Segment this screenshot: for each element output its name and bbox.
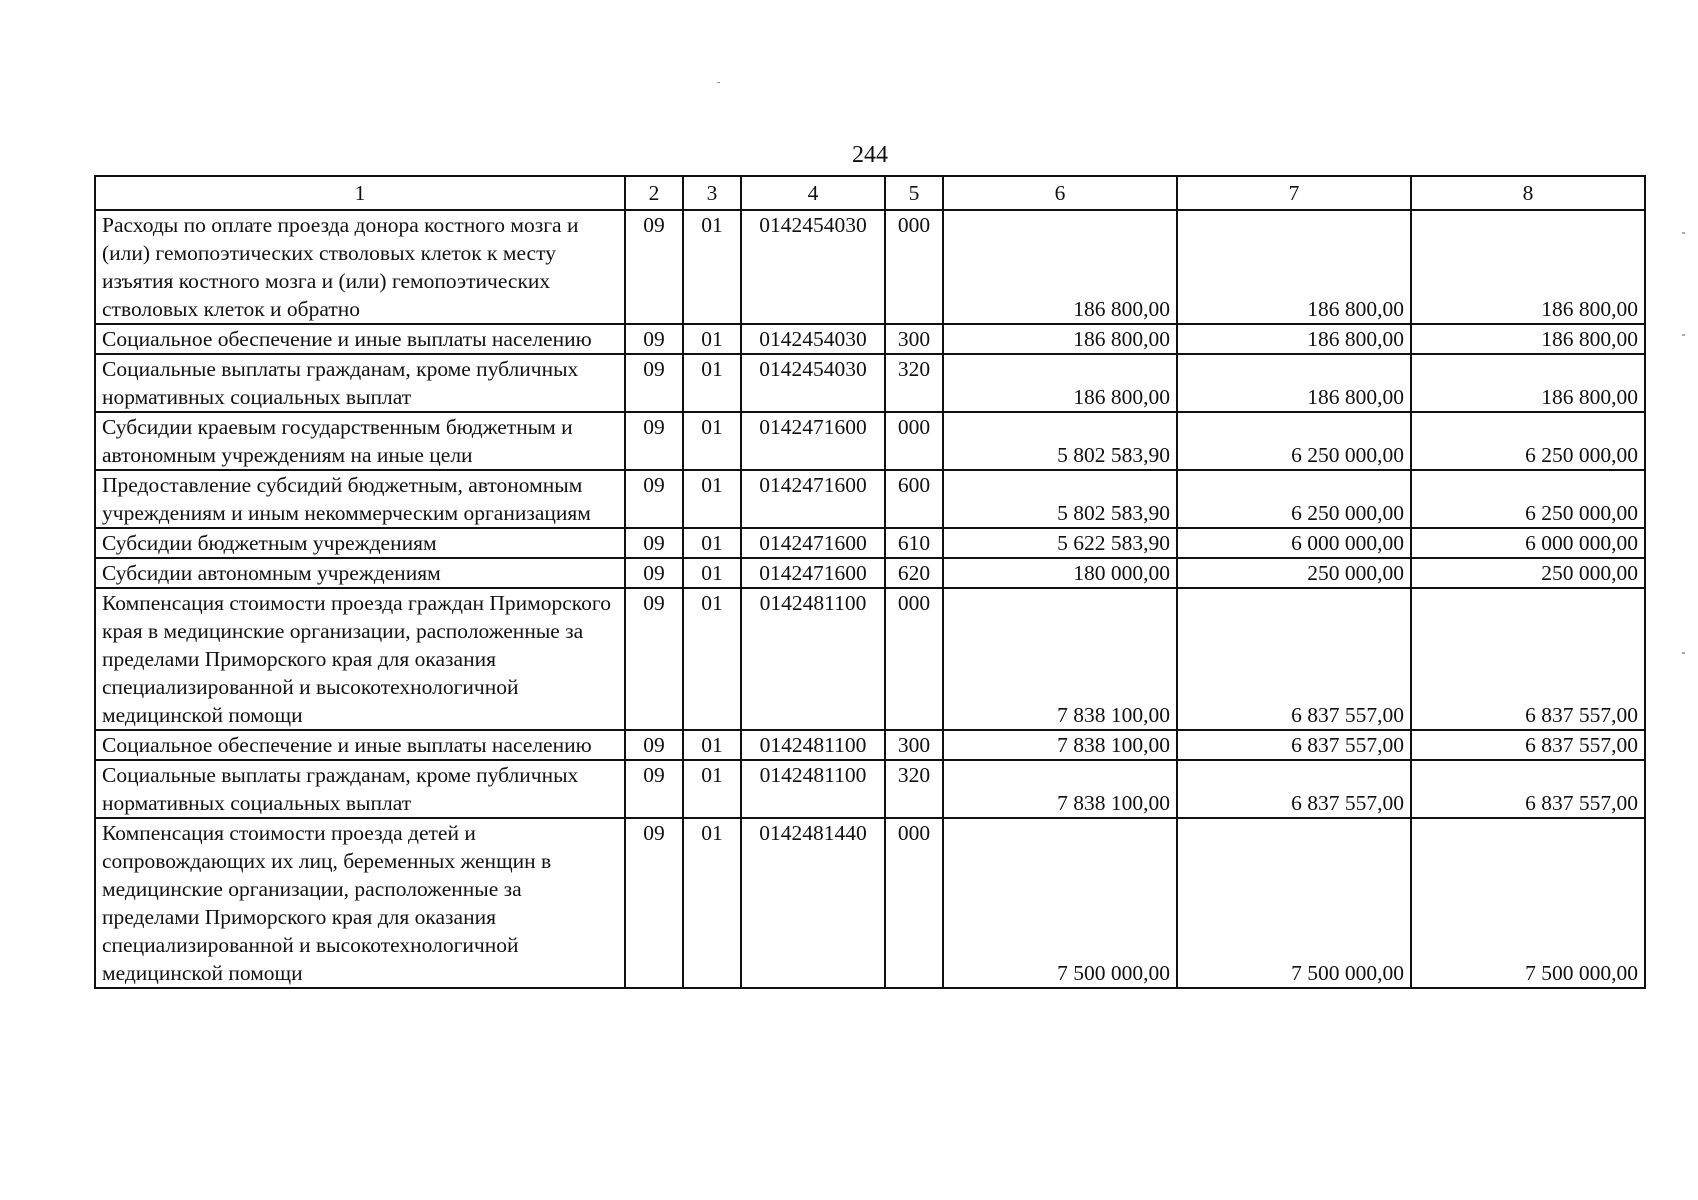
header-cell-amount-7: 7 bbox=[1177, 176, 1411, 210]
row-code-cell: 0142454030 bbox=[741, 324, 885, 354]
row-code-cell: 0142481440 bbox=[741, 818, 885, 988]
row-subsection-cell: 01 bbox=[683, 558, 741, 588]
row-amount-7-cell: 186 800,00 bbox=[1177, 324, 1411, 354]
row-name-cell: Субсидии бюджетным учреждениям bbox=[95, 528, 625, 558]
row-amount-7-cell: 186 800,00 bbox=[1177, 354, 1411, 412]
row-code-cell: 0142454030 bbox=[741, 354, 885, 412]
row-type-cell: 320 bbox=[885, 760, 943, 818]
row-name-cell: Предоставление субсидий бюджетным, автономным учреждениям и иным некоммерческим организациям bbox=[95, 470, 625, 528]
row-amount-6-cell: 7 838 100,00 bbox=[943, 760, 1177, 818]
row-type-cell: 000 bbox=[885, 818, 943, 988]
row-amount-7-cell: 6 837 557,00 bbox=[1177, 760, 1411, 818]
row-name-cell: Социальное обеспечение и иные выплаты населению bbox=[95, 324, 625, 354]
row-amount-8-cell: 6 837 557,00 bbox=[1411, 730, 1645, 760]
row-subsection-cell: 01 bbox=[683, 210, 741, 324]
row-amount-8-cell: 6 837 557,00 bbox=[1411, 760, 1645, 818]
row-section-cell: 09 bbox=[625, 354, 683, 412]
row-section-cell: 09 bbox=[625, 324, 683, 354]
row-section-cell: 09 bbox=[625, 818, 683, 988]
row-type-cell: 300 bbox=[885, 730, 943, 760]
row-subsection-cell: 01 bbox=[683, 324, 741, 354]
row-type-cell: 320 bbox=[885, 354, 943, 412]
row-amount-6-cell: 7 838 100,00 bbox=[943, 588, 1177, 730]
row-amount-7-cell: 6 250 000,00 bbox=[1177, 412, 1411, 470]
row-code-cell: 0142481100 bbox=[741, 760, 885, 818]
row-amount-8-cell: 6 837 557,00 bbox=[1411, 588, 1645, 730]
row-name-cell: Субсидии краевым государственным бюджетным и автономным учреждениям на иные цели bbox=[95, 412, 625, 470]
row-code-cell: 0142471600 bbox=[741, 558, 885, 588]
row-type-cell: 000 bbox=[885, 412, 943, 470]
row-name-cell: Расходы по оплате проезда донора костного мозга и (или) гемопоэтических стволовых клеток к месту изъятия костного мозга и (или) гемопоэтических стволовых клеток и обратно bbox=[95, 210, 625, 324]
table-row bbox=[95, 412, 1645, 470]
header-cell-subsection: 3 bbox=[683, 176, 741, 210]
table-row bbox=[95, 528, 1645, 558]
row-subsection-cell: 01 bbox=[683, 412, 741, 470]
row-type-cell: 000 bbox=[885, 210, 943, 324]
page-number: 244 bbox=[852, 142, 888, 168]
row-name-cell: Компенсация стоимости проезда детей и сопровождающих их лиц, беременных женщин в медицинские организации, расположенные за пределами Приморского края для оказания специализированной и высокотехнологичной медицинской помощи bbox=[95, 818, 625, 988]
row-code-cell: 0142454030 bbox=[741, 210, 885, 324]
row-name-cell: Социальное обеспечение и иные выплаты населению bbox=[95, 730, 625, 760]
row-amount-6-cell: 186 800,00 bbox=[943, 324, 1177, 354]
row-section-cell: 09 bbox=[625, 528, 683, 558]
row-amount-6-cell: 5 802 583,90 bbox=[943, 470, 1177, 528]
header-cell-type: 5 bbox=[885, 176, 943, 210]
row-amount-7-cell: 7 500 000,00 bbox=[1177, 818, 1411, 988]
row-type-cell: 300 bbox=[885, 324, 943, 354]
row-name-cell: Социальные выплаты гражданам, кроме публичных нормативных социальных выплат bbox=[95, 354, 625, 412]
row-amount-6-cell: 5 622 583,90 bbox=[943, 528, 1177, 558]
budget-table bbox=[94, 175, 1646, 989]
row-section-cell: 09 bbox=[625, 210, 683, 324]
row-amount-6-cell: 186 800,00 bbox=[943, 354, 1177, 412]
header-cell-name: 1 bbox=[95, 176, 625, 210]
table-header-row bbox=[95, 176, 1645, 210]
table-row bbox=[95, 470, 1645, 528]
row-section-cell: 09 bbox=[625, 730, 683, 760]
table-row bbox=[95, 210, 1645, 324]
table-row bbox=[95, 818, 1645, 988]
row-section-cell: 09 bbox=[625, 470, 683, 528]
row-amount-7-cell: 186 800,00 bbox=[1177, 210, 1411, 324]
row-subsection-cell: 01 bbox=[683, 470, 741, 528]
row-subsection-cell: 01 bbox=[683, 760, 741, 818]
row-amount-8-cell: 186 800,00 bbox=[1411, 354, 1645, 412]
table-row bbox=[95, 354, 1645, 412]
row-code-cell: 0142481100 bbox=[741, 730, 885, 760]
row-amount-8-cell: 6 250 000,00 bbox=[1411, 412, 1645, 470]
row-amount-6-cell: 7 500 000,00 bbox=[943, 818, 1177, 988]
row-section-cell: 09 bbox=[625, 588, 683, 730]
header-cell-amount-8: 8 bbox=[1411, 176, 1645, 210]
row-amount-7-cell: 250 000,00 bbox=[1177, 558, 1411, 588]
table-row bbox=[95, 324, 1645, 354]
table-row bbox=[95, 558, 1645, 588]
row-amount-6-cell: 7 838 100,00 bbox=[943, 730, 1177, 760]
row-name-cell: Субсидии автономным учреждениям bbox=[95, 558, 625, 588]
row-section-cell: 09 bbox=[625, 558, 683, 588]
row-subsection-cell: 01 bbox=[683, 730, 741, 760]
row-subsection-cell: 01 bbox=[683, 588, 741, 730]
row-amount-7-cell: 6 000 000,00 bbox=[1177, 528, 1411, 558]
row-code-cell: 0142471600 bbox=[741, 470, 885, 528]
table-row bbox=[95, 588, 1645, 730]
row-amount-6-cell: 180 000,00 bbox=[943, 558, 1177, 588]
row-amount-6-cell: 186 800,00 bbox=[943, 210, 1177, 324]
row-amount-7-cell: 6 837 557,00 bbox=[1177, 588, 1411, 730]
row-amount-7-cell: 6 250 000,00 bbox=[1177, 470, 1411, 528]
header-cell-section: 2 bbox=[625, 176, 683, 210]
scan-artifact-dot bbox=[717, 82, 720, 83]
row-amount-8-cell: 6 250 000,00 bbox=[1411, 470, 1645, 528]
row-type-cell: 620 bbox=[885, 558, 943, 588]
scan-artifact-mark bbox=[1682, 652, 1685, 654]
row-subsection-cell: 01 bbox=[683, 818, 741, 988]
row-amount-6-cell: 5 802 583,90 bbox=[943, 412, 1177, 470]
row-code-cell: 0142471600 bbox=[741, 528, 885, 558]
row-section-cell: 09 bbox=[625, 760, 683, 818]
row-amount-7-cell: 6 837 557,00 bbox=[1177, 730, 1411, 760]
row-amount-8-cell: 250 000,00 bbox=[1411, 558, 1645, 588]
row-subsection-cell: 01 bbox=[683, 528, 741, 558]
row-name-cell: Социальные выплаты гражданам, кроме публичных нормативных социальных выплат bbox=[95, 760, 625, 818]
header-cell-code: 4 bbox=[741, 176, 885, 210]
row-type-cell: 600 bbox=[885, 470, 943, 528]
table-row bbox=[95, 760, 1645, 818]
table-body bbox=[95, 210, 1645, 988]
scan-artifact-mark bbox=[1682, 334, 1685, 336]
scan-artifact-mark bbox=[1682, 232, 1685, 234]
row-code-cell: 0142471600 bbox=[741, 412, 885, 470]
row-subsection-cell: 01 bbox=[683, 354, 741, 412]
row-amount-8-cell: 186 800,00 bbox=[1411, 210, 1645, 324]
header-cell-amount-6: 6 bbox=[943, 176, 1177, 210]
row-type-cell: 000 bbox=[885, 588, 943, 730]
row-amount-8-cell: 7 500 000,00 bbox=[1411, 818, 1645, 988]
row-name-cell: Компенсация стоимости проезда граждан Приморского края в медицинские организации, расположенные за пределами Приморского края для оказания специализированной и высокотехнологичной медицинской помощи bbox=[95, 588, 625, 730]
table-row bbox=[95, 730, 1645, 760]
row-amount-8-cell: 186 800,00 bbox=[1411, 324, 1645, 354]
row-type-cell: 610 bbox=[885, 528, 943, 558]
row-amount-8-cell: 6 000 000,00 bbox=[1411, 528, 1645, 558]
row-section-cell: 09 bbox=[625, 412, 683, 470]
row-code-cell: 0142481100 bbox=[741, 588, 885, 730]
